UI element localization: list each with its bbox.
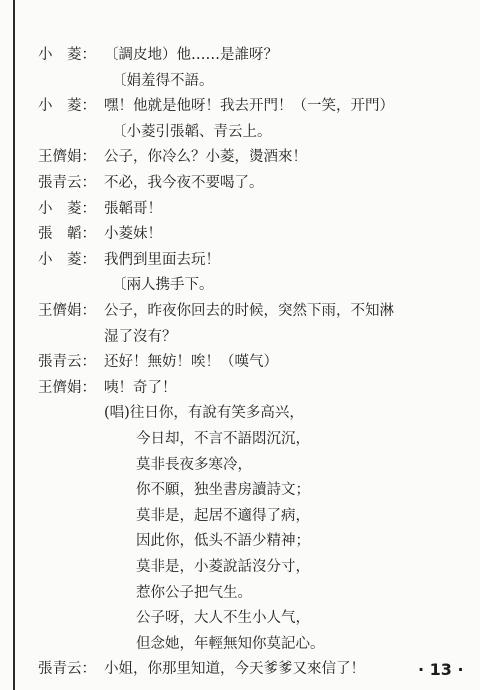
- line-text: 公子，你冷么？小菱，燙酒來！: [104, 149, 307, 165]
- page-number: · 13 ·: [418, 660, 464, 679]
- dialogue-line: [0, 326, 480, 348]
- speaker-name: 張青云：: [38, 175, 96, 191]
- line-text: 莫非是，小菱說話沒分寸，: [136, 559, 310, 575]
- line-text: 今日却，不言不語悶沉沉，: [136, 431, 310, 447]
- stage-direction-line: [0, 70, 480, 92]
- line-text: 还好！無妨！唉！（嘆气）: [104, 354, 278, 370]
- line-text: (唱)往日你，有說有笑多高兴，: [104, 405, 304, 421]
- line-text: 小菱妹！: [104, 226, 162, 242]
- line-text: 公子呀，大人不生小人气，: [136, 610, 310, 626]
- dialogue-line: [0, 172, 480, 194]
- dialogue-line: [0, 377, 480, 399]
- speaker-name: 張青云：: [38, 354, 96, 370]
- line-text: 公子，昨夜你回去的时候，突然下雨，不知淋: [104, 303, 394, 319]
- speaker-name: 王儕娟：: [38, 149, 96, 165]
- sung-verse-line: [0, 505, 480, 527]
- line-text: 湿了沒有？: [104, 329, 177, 345]
- line-text: 但念她，年輕無知你莫記心。: [136, 636, 325, 652]
- sung-verse-line: [0, 530, 480, 552]
- speaker-name: 小 菱：: [38, 47, 96, 63]
- line-text: 惹你公子把气生。: [136, 585, 252, 601]
- dialogue-line: [0, 198, 480, 220]
- line-text: 咦！奇了！: [104, 380, 177, 396]
- dialogue-line: [0, 249, 480, 271]
- dialogue-line: [0, 223, 480, 245]
- speaker-name: 張 韜：: [38, 226, 96, 242]
- dialogue-line: [0, 351, 480, 373]
- speaker-name: 小 菱：: [38, 98, 96, 114]
- line-text: 莫非長夜多寒冷，: [136, 457, 252, 473]
- line-text: 嘿！他就是他呀！我去开門！（一笑，开門）: [104, 98, 394, 114]
- sung-verse-line: [0, 607, 480, 629]
- stage-direction-line: [0, 274, 480, 296]
- stage-direction-text: 〔小菱引張韜、青云上。: [112, 124, 272, 140]
- dialogue-line: [0, 300, 480, 322]
- dialogue-line: [0, 658, 480, 680]
- dialogue-line: [0, 95, 480, 117]
- dialogue-line: [0, 146, 480, 168]
- sung-verse-line: [0, 556, 480, 578]
- sung-verse-line: [0, 582, 480, 604]
- sung-verse-line: [0, 428, 480, 450]
- line-text: 你不願，独坐書房讀詩文；: [136, 482, 310, 498]
- sung-verse-line: [0, 479, 480, 501]
- line-text: 〔調皮地）他……是誰呀？: [104, 47, 278, 63]
- stage-direction-text: 〔娟羞得不語。: [112, 73, 214, 89]
- speaker-name: 王儕娟：: [38, 380, 96, 396]
- stage-direction-line: [0, 121, 480, 143]
- sung-verse-line: [0, 402, 480, 424]
- line-text: 我們到里面去玩！: [104, 252, 220, 268]
- line-text: 張韜哥！: [104, 201, 162, 217]
- sung-verse-line: [0, 454, 480, 476]
- dialogue-line: [0, 44, 480, 66]
- sung-verse-line: [0, 633, 480, 655]
- line-text: 因此你，低头不語少精神；: [136, 533, 310, 549]
- line-text: 小姐，你那里知道，今天爹爹又來信了！: [104, 661, 365, 677]
- speaker-name: 王儕娟：: [38, 303, 96, 319]
- line-text: 莫非是，起居不適得了病，: [136, 508, 310, 524]
- speaker-name: 小 菱：: [38, 201, 96, 217]
- line-text: 不必，我今夜不要喝了。: [104, 175, 264, 191]
- speaker-name: 張青云：: [38, 661, 96, 677]
- speaker-name: 小 菱：: [38, 252, 96, 268]
- stage-direction-text: 〔兩人携手下。: [112, 277, 214, 293]
